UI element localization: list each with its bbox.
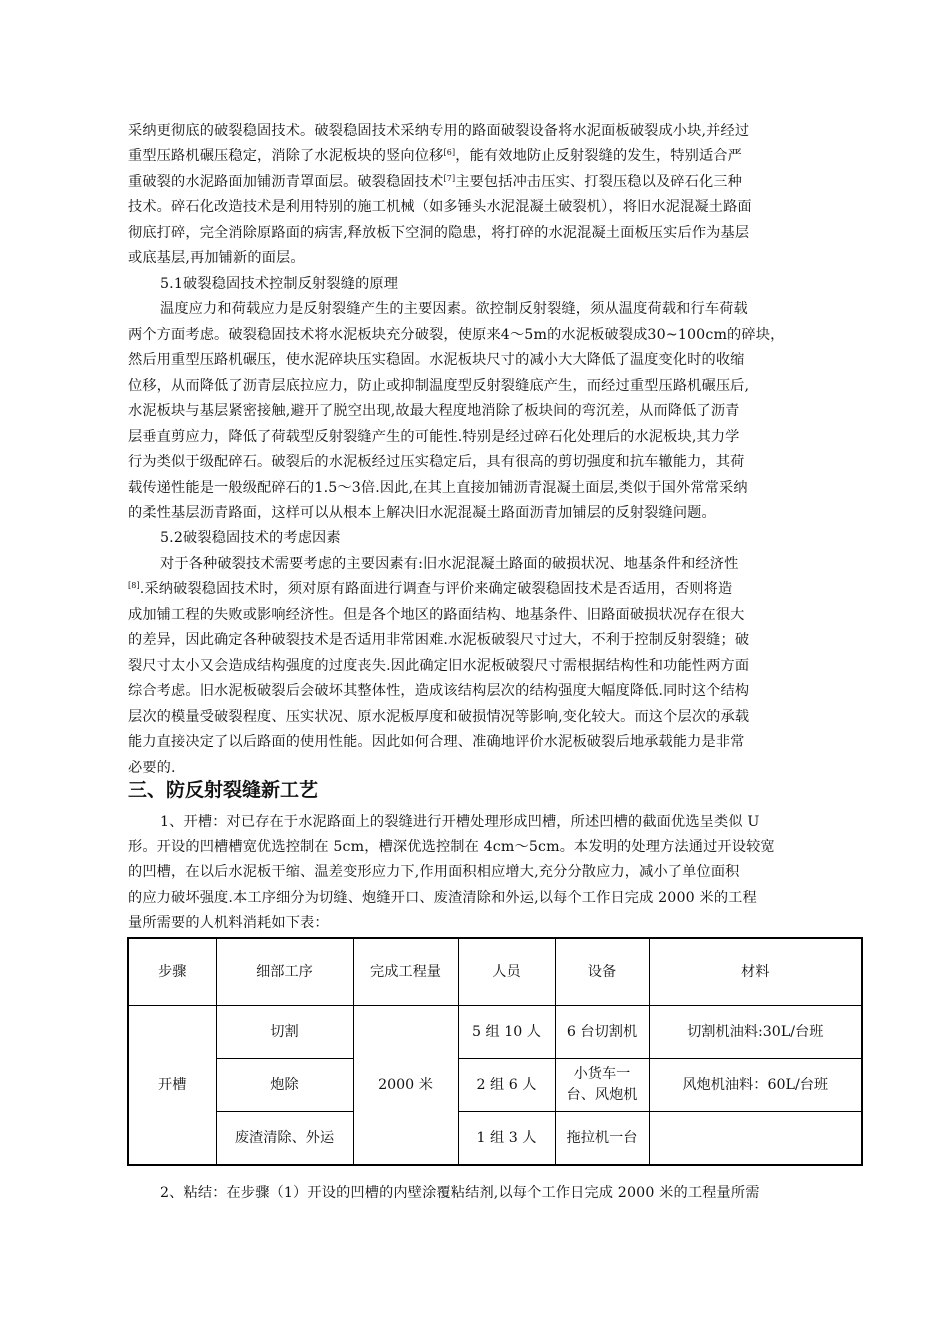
process-cell: 炮除 <box>216 1059 353 1112</box>
text-line: 的差异，因此确定各种破裂技术是否适用非常困难.水泥板破裂尺寸过大，不利于控制反射裂缝；破 <box>128 632 750 648</box>
text-line: 或底基层,再加铺新的面层。 <box>128 250 305 266</box>
staff-cell: 2 组 6 人 <box>458 1059 555 1112</box>
section-heading: 三、防反射裂缝新工艺 <box>128 779 319 801</box>
text-line: 然后用重型压路机碾压，使水泥碎块压实稳固。水泥板块尺寸的减小大大降低了温度变化时的收缩 <box>128 352 745 368</box>
equipment-cell: 小货车一台、风炮机 <box>555 1059 649 1112</box>
equipment-cell: 6 台切割机 <box>555 1006 649 1059</box>
text-line: 技术。碎石化改造技术是利用特别的施工机械（如多锤头水泥混凝土破裂机），将旧水泥混凝土路面 <box>128 199 752 215</box>
header-cell: 人员 <box>458 938 555 1006</box>
text-line: 的应力破坏强度.本工序细分为切缝、炮缝开口、废渣清除和外运,以每个工作日完成 2000 米的工程 <box>128 890 757 906</box>
text-line: 采纳更彻底的破裂稳固技术。破裂稳固技术采纳专用的路面破裂设备将水泥面板破裂成小块,并经过 <box>128 123 750 139</box>
header-cell: 细部工序 <box>216 938 353 1006</box>
text-line: 温度应力和荷载应力是反射裂缝产生的主要因素。欲控制反射裂缝，须从温度荷载和行车荷载 <box>160 301 748 317</box>
text-line: 行为类似于级配碎石。破裂后的水泥板经过压实稳定后，具有很高的剪切强度和抗车辙能力，其荷 <box>128 454 745 470</box>
text-line: 重型压路机碾压稳定，消除了水泥板块的竖向位移[6]，能有效地防止反射裂缝的发生，特别适合严 <box>128 148 742 164</box>
text-line: 重破裂的水泥路面加铺沥青罩面层。破裂稳固技术[7]主要包括冲击压实、打裂压稳以及碎石化三种 <box>128 174 742 190</box>
text-line: 的凹槽，在以后水泥板干缩、温差变形应力下,作用面积相应增大,充分分散应力，减小了单位面积 <box>128 864 740 880</box>
text-line: 成加铺工程的失败或影响经济性。但是各个地区的路面结构、地基条件、旧路面破损状况存在很大 <box>128 607 745 623</box>
material-cell <box>649 1112 862 1166</box>
table-row <box>128 1112 862 1166</box>
text-line: 层次的模量受破裂程度、压实状况、原水泥板厚度和破损情况等影响,变化较大。而这个层次的承载 <box>128 709 750 725</box>
equipment-cell: 拖拉机一台 <box>555 1112 649 1166</box>
resource-table <box>127 937 863 1166</box>
text-line: 裂尺寸太小又会造成结构强度的过度丧失.因此确定旧水泥板破裂尺寸需根据结构性和功能性两方面 <box>128 658 750 674</box>
text-line: 层垂直剪应力，降低了荷载型反射裂缝产生的可能性.特别是经过碎石化处理后的水泥板块,其力学 <box>128 429 740 445</box>
material-cell: 风炮机油料：60L/台班 <box>649 1059 862 1112</box>
staff-cell: 1 组 3 人 <box>458 1112 555 1166</box>
citation: [7] <box>443 174 456 183</box>
table-header-row <box>128 938 862 1006</box>
header-cell: 设备 <box>555 938 649 1006</box>
text-line: 位移，从而降低了沥青层底拉应力，防止或抑制温度型反射裂缝底产生，而经过重型压路机碾压后, <box>128 378 750 394</box>
subsection-title: 5.1破裂稳固技术控制反射裂缝的原理 <box>160 276 399 292</box>
table-row <box>128 1006 862 1059</box>
text-line: 两个方面考虑。破裂稳固技术将水泥板块充分破裂，使原来4～5m的水泥板破裂成30~100cm的碎块， <box>128 327 785 343</box>
text-line: 能力直接决定了以后路面的使用性能。因此如何合理、准确地评价水泥板破裂后地承载能力是非常 <box>128 734 745 750</box>
quantity-cell: 2000 米 <box>353 1006 458 1166</box>
text-line: 量所需要的人机料消耗如下表： <box>128 915 329 931</box>
header-cell: 步骤 <box>128 938 216 1006</box>
text-line: 1、开槽：对已存在于水泥路面上的裂缝进行开槽处理形成凹槽，所述凹槽的截面优选呈类似 U <box>160 814 760 830</box>
text-line: 的柔性基层沥青路面，这样可以从根本上解决旧水泥混凝土路面沥青加铺层的反射裂缝问题。 <box>128 505 716 521</box>
text-line: [8].采纳破裂稳固技术时，须对原有路面进行调查与评价来确定破裂稳固技术是否适用，否则将造 <box>128 581 733 597</box>
text-line: 2、粘结：在步骤（1）开设的凹槽的内壁涂覆粘结剂,以每个工作日完成 2000 米的工程量所需 <box>160 1185 760 1201</box>
material-cell: 切割机油料:30L/台班 <box>649 1006 862 1059</box>
text-line: 必要的. <box>128 760 176 776</box>
process-cell: 废渣清除、外运 <box>216 1112 353 1166</box>
process-cell: 切割 <box>216 1006 353 1059</box>
subsection-title: 5.2破裂稳固技术的考虑因素 <box>160 530 341 546</box>
header-cell: 材料 <box>649 938 862 1006</box>
text-line: 水泥板块与基层紧密接触,避开了脱空出现,故最大程度地消除了板块间的弯沉差，从而降低了沥青 <box>128 403 740 419</box>
header-cell: 完成工程量 <box>353 938 458 1006</box>
step-cell: 开槽 <box>128 1006 216 1166</box>
text-line: 综合考虑。旧水泥板破裂后会破坏其整体性，造成该结构层次的结构强度大幅度降低.同时这个结构 <box>128 683 750 699</box>
text-line: 载传递性能是一般级配碎石的1.5～3倍.因此,在其上直接加铺沥青混凝土面层,类似于国外常常采纳 <box>128 480 748 496</box>
citation: [8] <box>128 581 140 590</box>
citation: [6] <box>443 148 456 157</box>
text-line: 对于各种破裂技术需要考虑的主要因素有:旧水泥混凝土路面的破损状况、地基条件和经济性 <box>160 556 739 572</box>
text-line: 彻底打碎，完全消除原路面的病害,释放板下空洞的隐患，将打碎的水泥混凝土面板压实后作为基层 <box>128 225 750 241</box>
text-line: 形。开设的凹槽槽宽优选控制在 5cm，槽深优选控制在 4cm～5cm。本发明的处理方法通过开设较宽 <box>128 839 775 855</box>
table-row <box>128 1059 862 1112</box>
staff-cell: 5 组 10 人 <box>458 1006 555 1059</box>
